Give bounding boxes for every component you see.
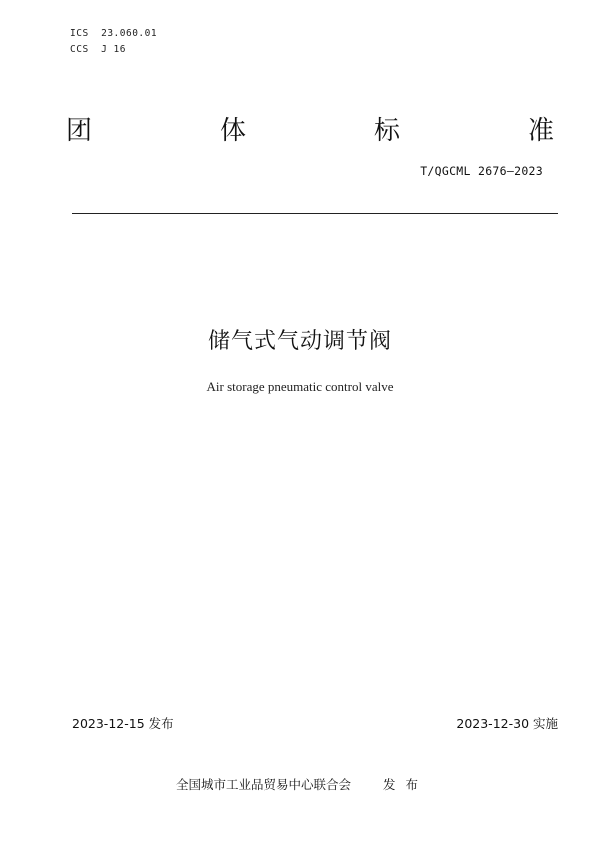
- ccs-code: CCS J 16: [70, 44, 126, 55]
- publisher-organization: 全国城市工业品贸易中心联合会: [176, 777, 352, 792]
- publish-action-label: 发布: [383, 777, 429, 792]
- classification-codes: [70, 26, 157, 58]
- standard-number: T/QGCML 2676—2023: [420, 164, 543, 178]
- standard-type-char: 团: [66, 116, 93, 146]
- standard-type-char: 标: [374, 116, 401, 146]
- document-title-english: Air storage pneumatic control valve: [206, 379, 394, 394]
- standard-type-char: 体: [220, 116, 247, 146]
- publisher-line: [176, 776, 428, 794]
- implementation-date: 2023-12-30 实施: [456, 716, 558, 731]
- header-divider: [72, 213, 558, 214]
- standard-type-char: 准: [528, 116, 555, 146]
- issue-date: 2023-12-15 发布: [72, 716, 174, 731]
- ics-code: ICS 23.060.01: [70, 28, 158, 39]
- standard-type-heading: [0, 113, 600, 149]
- document-title-chinese: 储气式气动调节阀: [207, 329, 392, 354]
